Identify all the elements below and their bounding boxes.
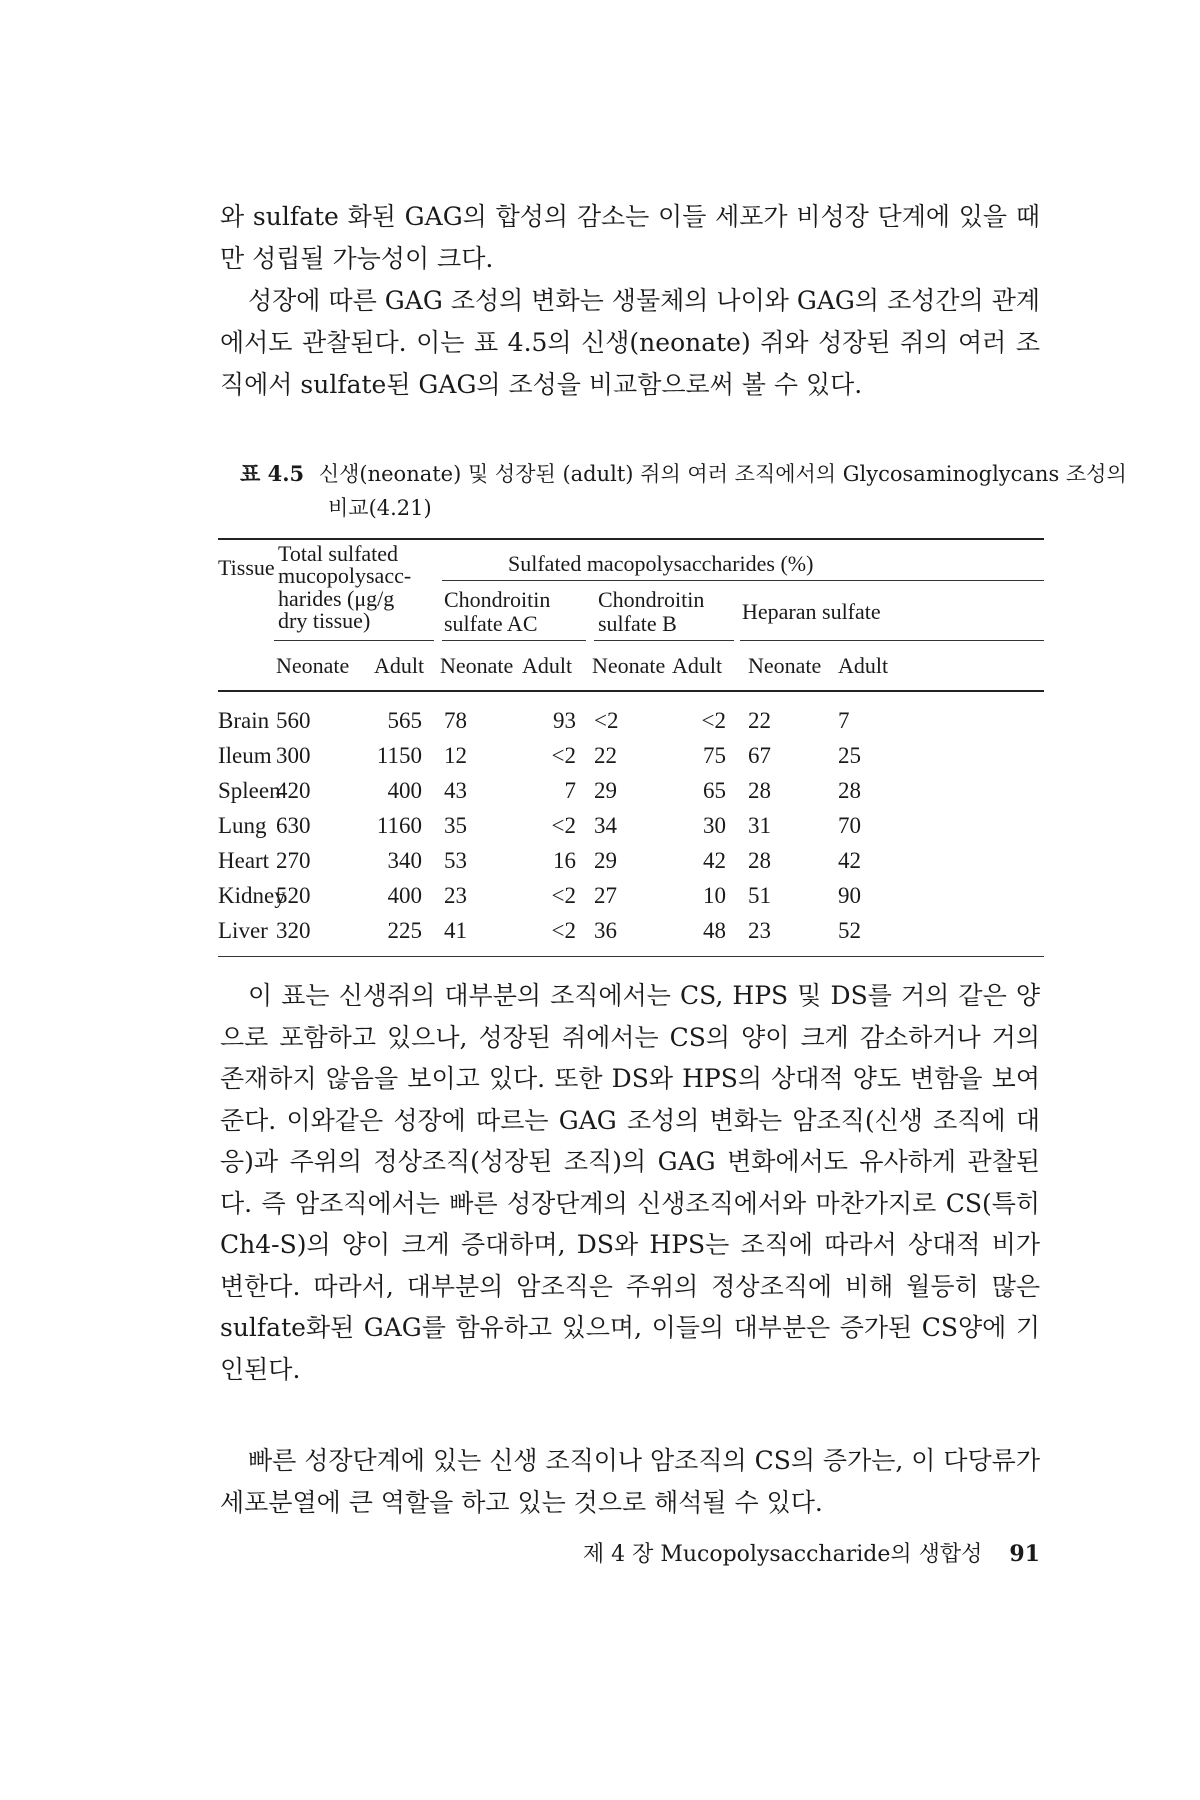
cell-ac-a: <2: [551, 813, 576, 838]
paragraph-table-discussion: 이 표는 신생쥐의 대부분의 조직에서는 CS, HPS 및 DS를 거의 같은 양으로 포함하고 있으나, 성장된 쥐에서는 CS의 양이 크게 감소하거나 거의 존재하지 않음을 보이고 있다. 또한 DS와 HPS의 상대적 양도 변함을 보여준다. 이와같은 성장에 따르는 GAG 조성의 변화는 암조직(신생 조직에 대응)과 주위의 정상조직(성장된 조직)의 GAG 변화에서도 유사하게 관찰된다. 즉 암조직에서는 빠른 성장단계의 신생조직에서와 마찬가지로 CS(특히 Ch4-S)의 양이 크게 증대하며, DS와 HPS는 조직에 따라서 상대적 비가 변한다. 따라서, 대부분의 암조직은 주위의 정상조직에 비해 월등히 많은 sulfate화된 GAG를 함유하고 있으며, 이들의 대부분은 증가된 CS양에 기인된다.: [220, 981, 1040, 1384]
header-h-adult: Adult: [838, 653, 889, 678]
cell-ac-n: 35: [444, 813, 467, 838]
cell-ac-n: 78: [444, 708, 467, 733]
header-ac-adult: Adult: [522, 653, 573, 678]
cell-ac-a: 7: [564, 778, 576, 803]
header-sulfated-rule: [442, 580, 1044, 581]
cell-b-a: 42: [703, 848, 726, 873]
cell-h-a: 25: [838, 743, 861, 768]
cell-tot-n: 420: [276, 778, 311, 803]
cell-h-n: 51: [748, 883, 771, 908]
cell-b-a: 75: [703, 743, 726, 768]
header-chondroitin-b-1: Chondroitin: [598, 587, 705, 612]
header-total-rule: [274, 640, 434, 641]
header-chondroitin-b-2: sulfate B: [598, 611, 677, 636]
cell-ac-n: 12: [444, 743, 467, 768]
header-tissue: Tissue: [218, 555, 275, 580]
cell-ac-n: 41: [444, 918, 467, 943]
cell-b-a: 48: [703, 918, 726, 943]
header-b-rule: [594, 640, 734, 641]
header-ac-rule: [442, 640, 586, 641]
table-row: [218, 813, 1044, 849]
cell-h-n: 28: [748, 848, 771, 873]
cell-h-a: 70: [838, 813, 861, 838]
cell-tot-a: 1160: [376, 813, 422, 838]
table-row: [218, 778, 1044, 814]
cell-h-a: 7: [838, 708, 850, 733]
cell-b-n: 29: [594, 848, 617, 873]
cell-b-n: 34: [594, 813, 617, 838]
header-h-neonate: Neonate: [748, 653, 822, 678]
cell-h-n: 22: [748, 708, 771, 733]
cell-tissue: Kidney: [218, 883, 286, 908]
cell-ac-a: <2: [551, 883, 576, 908]
table-caption: [240, 457, 1128, 525]
footer-chapter: 제 4 장 Mucopolysaccharide의 생합성: [582, 1542, 983, 1567]
cell-ac-n: 23: [444, 883, 467, 908]
cell-tissue: Lung: [218, 813, 267, 838]
cell-h-n: 31: [748, 813, 771, 838]
cell-tot-n: 520: [276, 883, 311, 908]
table-row: [218, 743, 1044, 779]
cell-ac-a: <2: [551, 743, 576, 768]
cell-b-n: <2: [594, 708, 619, 733]
header-total-line2: mucopolysacc-: [278, 563, 412, 588]
cell-tot-a: 565: [387, 708, 422, 733]
cell-h-a: 28: [838, 778, 861, 803]
paragraph-intro: 와 sulfate 화된 GAG의 합성의 감소는 이들 세포가 비성장 단계에 있을 때만 성립될 가능성이 크다.: [220, 202, 1040, 273]
header-heparan-rule: [740, 640, 1044, 641]
table-row: [218, 918, 1044, 954]
cell-b-n: 27: [594, 883, 617, 908]
table-caption-text: 신생(neonate) 및 성장된 (adult) 쥐의 여러 조직에서의 Glycosaminoglycans 조성의 비교(4.21): [318, 462, 1127, 520]
table-top-rule: [218, 538, 1044, 540]
cell-tot-a: 1150: [376, 743, 422, 768]
cell-ac-a: <2: [551, 918, 576, 943]
header-ac-neonate: Neonate: [440, 653, 514, 678]
cell-tissue: Spleen: [218, 778, 281, 803]
header-total-line1: Total sulfated: [278, 541, 399, 566]
page-number: 91: [1009, 1541, 1040, 1567]
cell-h-a: 52: [838, 918, 861, 943]
cell-h-a: 90: [838, 883, 861, 908]
cell-tissue: Ileum: [218, 743, 272, 768]
table-bottom-rule: [218, 956, 1044, 957]
cell-tot-a: 400: [387, 883, 422, 908]
table-header-rule: [218, 690, 1044, 692]
cell-h-n: 28: [748, 778, 771, 803]
cell-b-n: 36: [594, 918, 617, 943]
header-b-neonate: Neonate: [592, 653, 666, 678]
table-row: [218, 848, 1044, 884]
header-total-neonate: Neonate: [276, 653, 350, 678]
header-b-adult: Adult: [672, 653, 723, 678]
header-chondroitin-ac-2: sulfate AC: [444, 611, 538, 636]
cell-h-n: 23: [748, 918, 771, 943]
cell-b-n: 29: [594, 778, 617, 803]
cell-tot-a: 225: [387, 918, 422, 943]
header-heparan: Heparan sulfate: [742, 599, 881, 624]
header-total-line4: dry tissue): [278, 608, 371, 633]
table-row: [218, 708, 1044, 744]
cell-ac-a: 93: [553, 708, 576, 733]
cell-tissue: Brain: [218, 708, 270, 733]
cell-tot-a: 340: [387, 848, 422, 873]
cell-b-a: 30: [703, 813, 726, 838]
header-sulfated: Sulfated macopolysaccharides (%): [508, 551, 814, 576]
cell-ac-n: 53: [444, 848, 467, 873]
page-footer: [540, 1539, 1040, 1570]
cell-tot-n: 300: [276, 743, 311, 768]
cell-b-a: 10: [703, 883, 726, 908]
cell-b-a: <2: [701, 708, 726, 733]
cell-tissue: Heart: [218, 848, 270, 873]
cell-tot-n: 630: [276, 813, 311, 838]
table-row: [218, 883, 1044, 919]
cell-h-a: 42: [838, 848, 861, 873]
header-total-adult: Adult: [374, 653, 425, 678]
header-total-line3: harides (μg/g: [278, 586, 395, 611]
header-chondroitin-ac-1: Chondroitin: [444, 587, 551, 612]
cell-ac-a: 16: [553, 848, 576, 873]
cell-tot-n: 320: [276, 918, 311, 943]
cell-tot-n: 270: [276, 848, 311, 873]
cell-b-a: 65: [703, 778, 726, 803]
cell-tissue: Liver: [218, 918, 268, 943]
cell-h-n: 67: [748, 743, 771, 768]
cell-ac-n: 43: [444, 778, 467, 803]
cell-tot-n: 560: [276, 708, 311, 733]
paragraph-growth: 성장에 따른 GAG 조성의 변화는 생물체의 나이와 GAG의 조성간의 관계에서도 관찰된다. 이는 표 4.5의 신생(neonate) 쥐와 성장된 쥐의 여러 조직에서 sulfate된 GAG의 조성을 비교함으로써 볼 수 있다.: [220, 286, 1040, 399]
paragraph-conclusion: 빠른 성장단계에 있는 신생 조직이나 암조직의 CS의 증가는, 이 다당류가 세포분열에 큰 역할을 하고 있는 것으로 해석될 수 있다.: [220, 1446, 1040, 1517]
cell-b-n: 22: [594, 743, 617, 768]
cell-tot-a: 400: [387, 778, 422, 803]
table-number: 표 4.5: [240, 461, 305, 486]
